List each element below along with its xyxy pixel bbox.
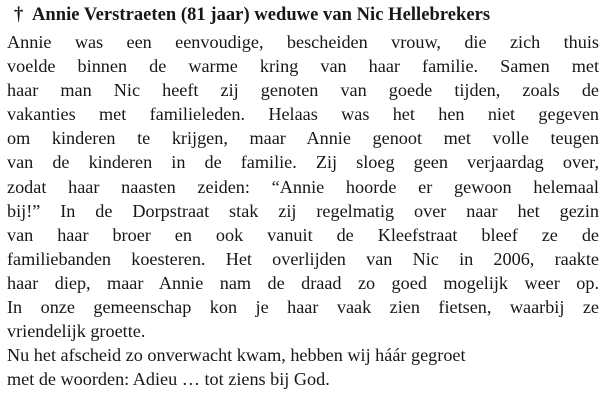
body-line: haar man Nic heeft zij genoten van goede tijden, zoals de [7, 80, 599, 101]
body-line: zodat haar naasten zeiden: “Annie hoorde er gewoon helemaal [7, 176, 599, 197]
body-line: haar diep, maar Annie nam de draad zo goed mogelijk weer op. [7, 272, 599, 293]
body-line: Annie was een eenvoudige, bescheiden vrouw, die zich thuis [7, 32, 599, 52]
body-line: Nu het afscheid zo onverwacht kwam, hebben wij háár gegroet [7, 345, 466, 366]
body-line: bij!” In de Dorpstraat stak zij regelmatig over naar het gezin [7, 200, 599, 221]
body-line: om kinderen te krijgen, maar Annie genoot met volle teugen [7, 128, 599, 149]
obituary-title [14, 4, 604, 26]
body-line: vriendelijk groette. [7, 321, 146, 342]
body-line: met de woorden: Adieu … tot ziens bij God. [7, 369, 330, 390]
body-line: van de kinderen in de familie. Zij sloeg geen verjaardag over, [7, 152, 599, 173]
body-line: van haar broer en ook vanuit de Kleefstraat bleef ze de [7, 224, 599, 245]
obituary-title-text: Annie Verstraeten (81 jaar) weduwe van Nic Hellebrekers [32, 5, 491, 25]
body-line: familiebanden koesteren. Het overlijden van Nic in 2006, raakte [7, 248, 599, 269]
cross-icon: † [14, 5, 24, 25]
body-line: vakanties met familieleden. Helaas was het hen niet gegeven [7, 104, 599, 125]
body-line: In onze gemeenschap kon je haar vaak zien fietsen, waarbij ze [7, 297, 599, 318]
body-line: voelde binnen de warme kring van haar familie. Samen met [7, 56, 599, 77]
obituary-body [7, 30, 599, 391]
